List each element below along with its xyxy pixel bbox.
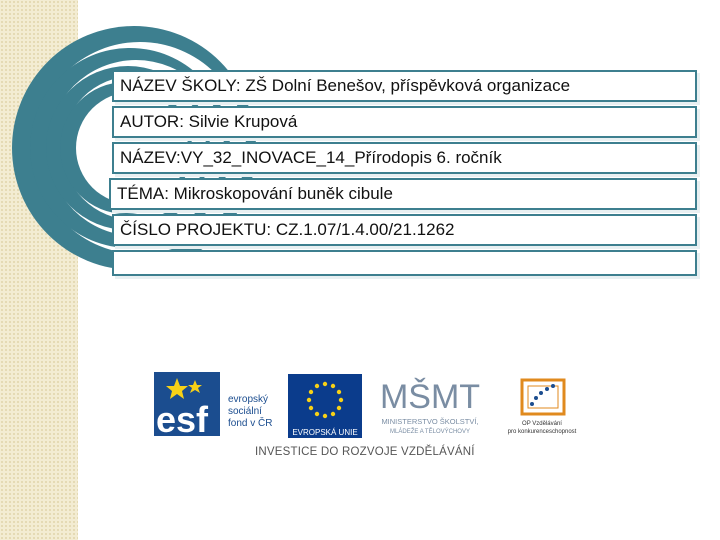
material-name-text: NÁZEV:VY_32_INOVACE_14_Přírodopis 6. ročník	[120, 148, 502, 167]
info-row-author	[112, 106, 697, 138]
op-line-2: pro konkurenceschopnost	[507, 429, 577, 435]
topic-text: TÉMA: Mikroskopování buněk cibule	[117, 184, 393, 203]
investment-caption: INVESTICE DO ROZVOJE VZDĚLÁVÁNÍ	[255, 446, 475, 458]
op-line-1: OP Vzdělávání	[522, 421, 562, 427]
school-name-text: NÁZEV ŠKOLY: ZŠ Dolní Benešov, příspěvková organizace	[120, 76, 571, 95]
project-number-text: ČÍSLO PROJEKTU: CZ.1.07/1.4.00/21.1262	[120, 220, 455, 239]
msmt-line-1: MINISTERSTVO ŠKOLSTVÍ,	[381, 417, 479, 426]
esf-line-3: fond v ČR	[228, 418, 273, 429]
eu-caption: EVROPSKÁ UNIE	[292, 428, 358, 437]
info-row-empty	[112, 250, 697, 276]
info-row-school	[112, 70, 697, 102]
esf-line-1: evropský	[228, 394, 269, 405]
author-text: AUTOR: Silvie Krupová	[120, 112, 298, 131]
msmt-logo	[380, 378, 480, 435]
info-row-project	[112, 214, 697, 246]
esf-line-2: sociální	[228, 406, 262, 417]
msmt-line-2: MLÁDEŽE A TĚLOVÝCHOVY	[390, 429, 470, 435]
esf-mark: esf	[156, 399, 209, 440]
info-row-name	[112, 142, 697, 174]
info-row-topic	[109, 178, 697, 210]
op-logo	[508, 380, 577, 435]
msmt-mark: MŠMT	[379, 378, 481, 416]
esf-logo	[154, 372, 272, 440]
eu-logo	[288, 374, 362, 438]
project-info-box	[112, 70, 697, 280]
eu-flag	[288, 374, 362, 426]
